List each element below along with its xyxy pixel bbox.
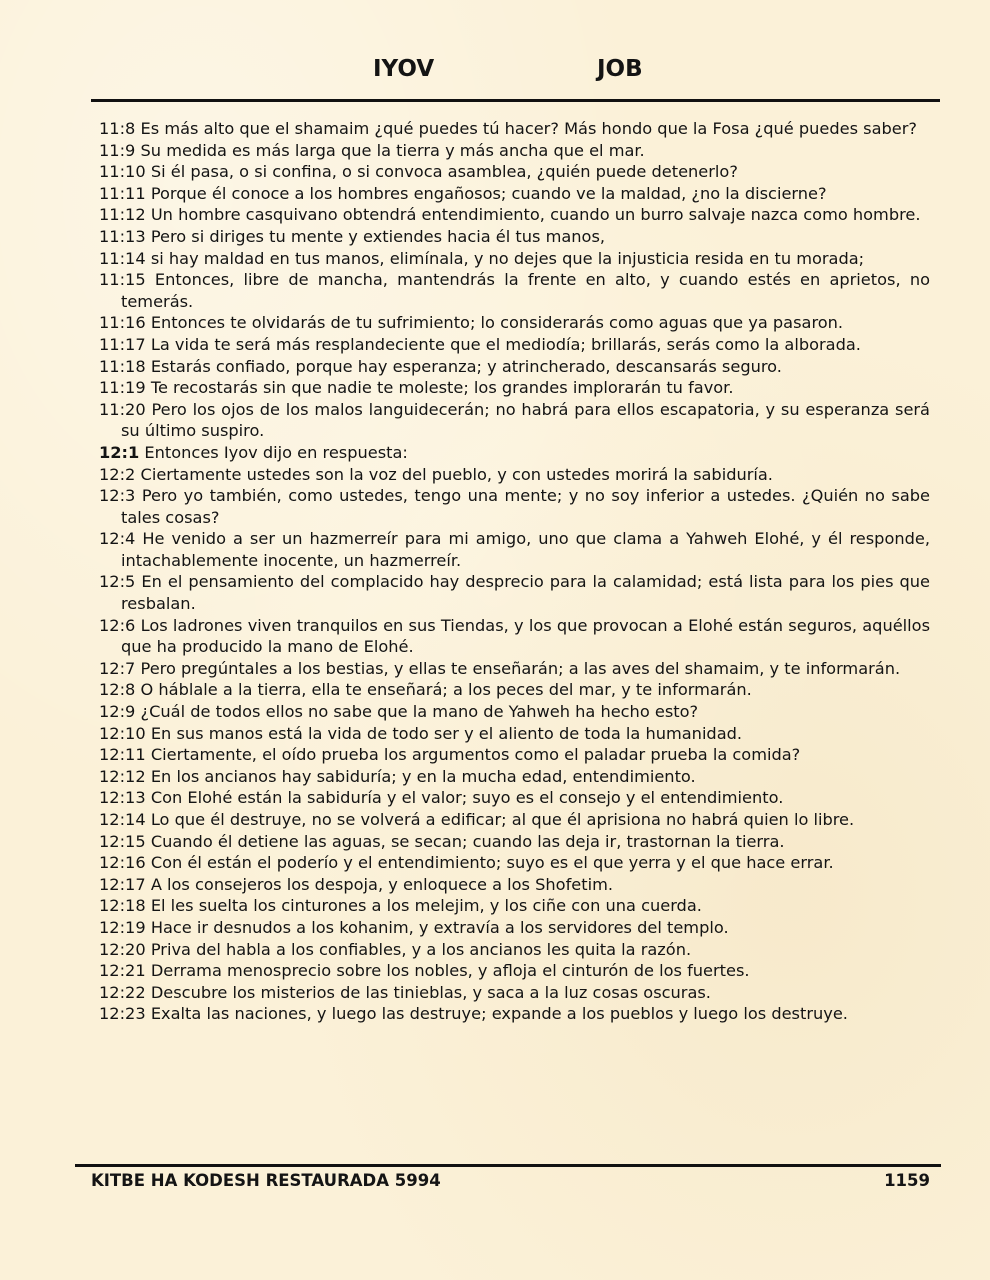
verse bbox=[99, 1003, 930, 1025]
verse-text: Con Elohé están la sabiduría y el valor; suyo es el consejo y el entendimiento. bbox=[150, 788, 784, 808]
verse bbox=[99, 248, 930, 270]
verse-ref: 11:8 bbox=[99, 119, 136, 138]
verse-text: Priva del habla a los confiables, y a los ancianos les quita la razón. bbox=[150, 939, 692, 959]
verse bbox=[99, 701, 930, 723]
verse-text: El les suelta los cinturones a los melejim, y los ciñe con una cuerda. bbox=[150, 896, 702, 916]
verse-ref: 11:19 bbox=[99, 378, 146, 398]
verse-text: La vida te será más resplandeciente que el mediodía; brillarás, serás como la alborada. bbox=[150, 334, 861, 354]
verse-ref: 12:13 bbox=[99, 788, 146, 808]
verse bbox=[99, 356, 930, 378]
verse-list bbox=[99, 118, 930, 1025]
verse bbox=[99, 831, 930, 853]
verse-text: En los ancianos hay sabiduría; y en la mucha edad, entendimiento. bbox=[150, 766, 696, 786]
verse-text: Si él pasa, o si confina, o si convoca asamblea, ¿quién puede detenerlo? bbox=[150, 162, 738, 182]
page-number: 1159 bbox=[884, 1171, 930, 1190]
verse-text: Ciertamente, el oído prueba los argumentos como el paladar prueba la comida? bbox=[150, 745, 801, 765]
verse-text: Los ladrones viven tranquilos en sus Tiendas, y los que provocan a Elohé están seguros, aquéllos que ha producido la mano de Elohé. bbox=[121, 615, 930, 657]
verse bbox=[99, 615, 930, 658]
verse bbox=[99, 809, 930, 831]
verse-ref: 12:10 bbox=[99, 723, 146, 743]
verse-ref: 12:18 bbox=[99, 896, 146, 916]
verse bbox=[99, 679, 930, 701]
verse bbox=[99, 140, 930, 162]
verse bbox=[99, 334, 930, 356]
verse-ref: 12:8 bbox=[99, 680, 136, 700]
verse bbox=[99, 312, 930, 334]
verse-ref: 12:16 bbox=[99, 853, 146, 873]
verse bbox=[99, 766, 930, 788]
verse-ref: 12:23 bbox=[99, 1004, 146, 1024]
verse-text: Cuando él detiene las aguas, se secan; cuando las deja ir, trastornan la tierra. bbox=[150, 831, 785, 851]
verse-text: A los consejeros los despoja, y enloquece a los Shofetim. bbox=[150, 874, 613, 894]
verse-ref: 12:22 bbox=[99, 982, 146, 1002]
verse-ref: 12:2 bbox=[99, 464, 136, 484]
verse-text: Con él están el poderío y el entendimiento; suyo es el que yerra y el que hace errar. bbox=[150, 853, 834, 873]
verse bbox=[99, 744, 930, 766]
verse-ref: 11:10 bbox=[99, 162, 146, 182]
verse-ref: 12:19 bbox=[99, 917, 146, 937]
verse bbox=[99, 723, 930, 745]
verse-ref: 12:15 bbox=[99, 831, 146, 851]
verse-text: Exalta las naciones, y luego las destruye; expande a los pueblos y luego los destruye. bbox=[150, 1004, 848, 1024]
verse-text: Un hombre casquivano obtendrá entendimiento, cuando un burro salvaje nazca como hombre. bbox=[150, 205, 921, 225]
verse-ref: 12:14 bbox=[99, 810, 146, 829]
verse-ref: 11:14 bbox=[99, 248, 146, 268]
verse-ref: 12:7 bbox=[99, 658, 136, 678]
verse bbox=[99, 269, 930, 312]
verse-ref: 11:17 bbox=[99, 334, 146, 354]
verse-ref: 12:12 bbox=[99, 766, 146, 786]
page-header bbox=[0, 56, 990, 92]
verse-ref: 12:11 bbox=[99, 745, 146, 765]
verse bbox=[99, 571, 930, 614]
verse bbox=[99, 442, 930, 464]
verse-ref: 12:21 bbox=[99, 961, 146, 981]
verse-ref: 12:3 bbox=[99, 486, 136, 506]
verse bbox=[99, 118, 930, 140]
verse-ref: 12:9 bbox=[99, 702, 136, 722]
verse-text: Estarás confiado, porque hay esperanza; y atrincherado, descansarás seguro. bbox=[150, 356, 782, 376]
verse-text: Entonces, libre de mancha, mantendrás la frente en alto, y cuando estés en aprietos, no temerás. bbox=[121, 270, 930, 311]
verse bbox=[99, 787, 930, 809]
verse-text: He venido a ser un hazmerreír para mi amigo, uno que clama a Yahweh Elohé, y él responde, intachablemente inocente, un hazmerreír. bbox=[121, 529, 930, 570]
verse-text: Derrama menosprecio sobre los nobles, y afloja el cinturón de los fuertes. bbox=[150, 961, 750, 981]
footer-title: KITBE HA KODESH RESTAURADA 5994 bbox=[91, 1171, 441, 1190]
verse bbox=[99, 226, 930, 248]
verse-ref: 12:20 bbox=[99, 939, 146, 959]
verse-text: Porque él conoce a los hombres engañosos; cuando ve la maldad, ¿no la discierne? bbox=[150, 183, 827, 203]
verse bbox=[99, 939, 930, 961]
verse-text: Te recostarás sin que nadie te moleste; los grandes implorarán tu favor. bbox=[150, 378, 734, 398]
verse-ref: 12:17 bbox=[99, 874, 146, 894]
header-book-english: JOB bbox=[597, 56, 643, 82]
verse-text: Pero yo también, como ustedes, tengo una mente; y no soy inferior a ustedes. ¿Quién no sabe tales cosas? bbox=[121, 486, 930, 527]
verse-text: Pero si diriges tu mente y extiendes hacia él tus manos, bbox=[150, 226, 606, 246]
verse-ref: 12:5 bbox=[99, 572, 136, 592]
verse bbox=[99, 874, 930, 896]
verse-text: En sus manos está la vida de todo ser y el aliento de toda la humanidad. bbox=[150, 723, 743, 743]
verse bbox=[99, 464, 930, 486]
verse-ref: 11:9 bbox=[99, 140, 136, 160]
verse-text: Ciertamente ustedes son la voz del pueblo, y con ustedes morirá la sabiduría. bbox=[140, 464, 773, 484]
verse-text: Pero pregúntales a los bestias, y ellas te enseñarán; a las aves del shamaim, y te informarán. bbox=[140, 658, 901, 678]
verse bbox=[99, 161, 930, 183]
verse-text: Es más alto que el shamaim ¿qué puedes tú hacer? Más hondo que la Fosa ¿qué puedes saber? bbox=[140, 119, 918, 138]
verse-ref: 11:18 bbox=[99, 356, 146, 376]
verse-ref: 11:16 bbox=[99, 313, 146, 333]
verse-text: ¿Cuál de todos ellos no sabe que la mano de Yahweh ha hecho esto? bbox=[140, 702, 699, 722]
verse bbox=[99, 917, 930, 939]
verse-text: En el pensamiento del complacido hay desprecio para la calamidad; está lista para los pies que resbalan. bbox=[121, 572, 930, 614]
verse-ref: 12:6 bbox=[99, 615, 136, 635]
footer-divider bbox=[75, 1164, 941, 1167]
verse-ref: 11:20 bbox=[99, 399, 146, 419]
verse-ref: 12:1 bbox=[99, 442, 140, 462]
verse bbox=[99, 982, 930, 1004]
verse bbox=[99, 658, 930, 680]
verse-text: Hace ir desnudos a los kohanim, y extravía a los servidores del templo. bbox=[150, 917, 729, 937]
verse bbox=[99, 960, 930, 982]
verse bbox=[99, 528, 930, 571]
verse-text: Lo que él destruye, no se volverá a edificar; al que él aprisiona no habrá quien lo libre. bbox=[150, 810, 855, 829]
verse bbox=[99, 852, 930, 874]
header-book-hebrew: IYOV bbox=[373, 56, 435, 82]
verse-text: Su medida es más larga que la tierra y más ancha que el mar. bbox=[140, 140, 645, 160]
verse-ref: 11:13 bbox=[99, 226, 146, 246]
verse-ref: 11:15 bbox=[99, 270, 146, 290]
verse-text: Entonces Iyov dijo en respuesta: bbox=[144, 442, 408, 462]
verse bbox=[99, 895, 930, 917]
verse-ref: 11:11 bbox=[99, 183, 146, 203]
verse-text: Descubre los misterios de las tinieblas, y saca a la luz cosas oscuras. bbox=[150, 982, 711, 1002]
verse-ref: 12:4 bbox=[99, 529, 136, 549]
verse-text: O háblale a la tierra, ella te enseñará; a los peces del mar, y te informarán. bbox=[140, 680, 752, 700]
verse bbox=[99, 183, 930, 205]
verse-text: Pero los ojos de los malos languidecerán; no habrá para ellos escapatoria, y su esperanza será su último suspiro. bbox=[121, 399, 930, 441]
verse-text: si hay maldad en tus manos, elimínala, y no dejes que la injusticia resida en tu morada; bbox=[150, 248, 865, 268]
verse bbox=[99, 377, 930, 399]
verse bbox=[99, 399, 930, 442]
verse-text: Entonces te olvidarás de tu sufrimiento; lo considerarás como aguas que ya pasaron. bbox=[150, 313, 844, 333]
verse bbox=[99, 485, 930, 528]
verse bbox=[99, 204, 930, 226]
header-divider bbox=[91, 99, 940, 102]
verse-ref: 11:12 bbox=[99, 205, 146, 225]
